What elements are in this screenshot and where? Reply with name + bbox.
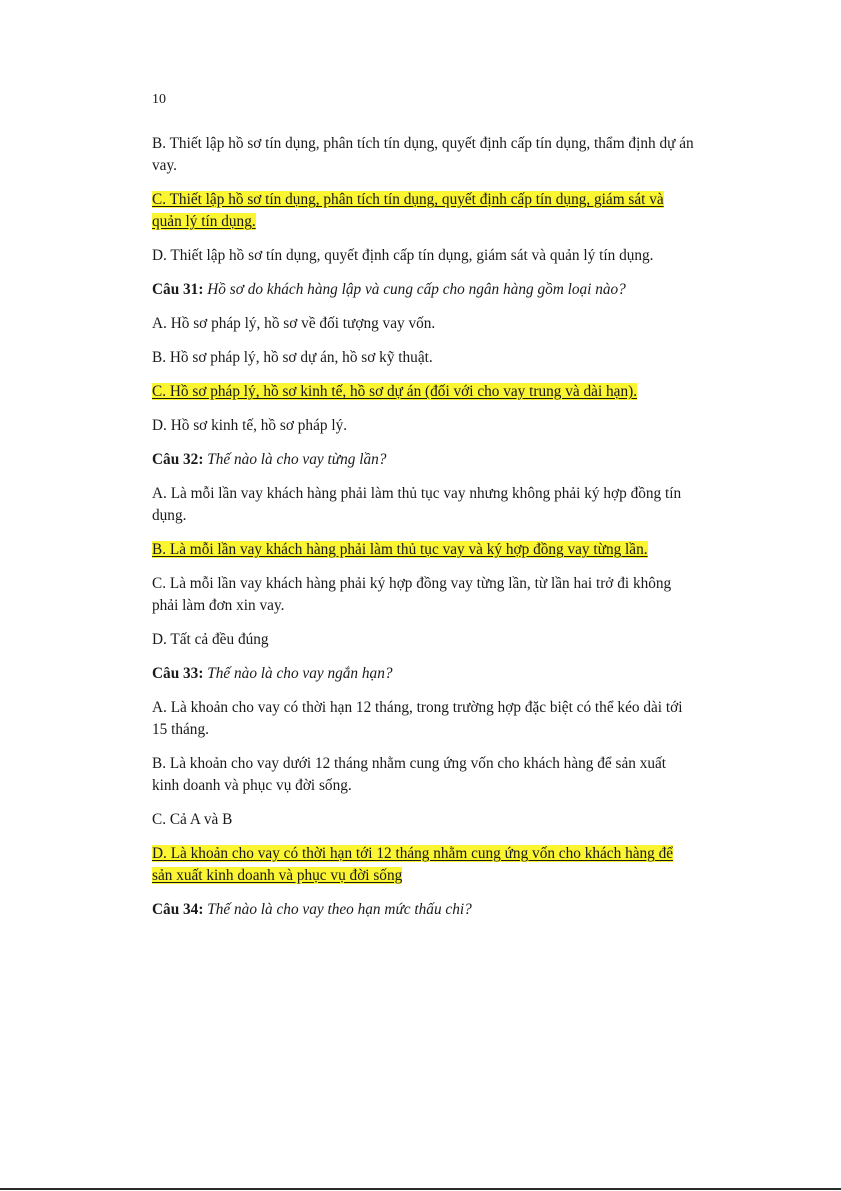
answer-option <box>152 697 697 741</box>
option-text: B. Thiết lập hồ sơ tín dụng, phân tích tín dụng, quyết định cấp tín dụng, thẩm định dự án vay. <box>152 135 694 174</box>
answer-option <box>152 809 697 831</box>
answer-option <box>152 133 697 177</box>
answer-option-correct <box>152 843 697 887</box>
question-number: Câu 33: <box>152 665 204 682</box>
option-text: B. Là khoản cho vay dưới 12 tháng nhằm cung ứng vốn cho khách hàng để sản xuất kinh doanh và phục vụ đời sống. <box>152 755 667 794</box>
option-text: D. Thiết lập hồ sơ tín dụng, quyết định cấp tín dụng, giám sát và quản lý tín dụng. <box>152 247 654 264</box>
highlighted-option-text: D. Là khoản cho vay có thời hạn tới 12 tháng nhằm cung ứng vốn cho khách hàng để sản xuất kinh doanh và phục vụ đời sống <box>152 845 674 884</box>
question <box>152 279 697 301</box>
answer-option <box>152 573 697 617</box>
question-text: Thế nào là cho vay ngắn hạn? <box>207 665 393 682</box>
document-body <box>152 133 697 933</box>
question <box>152 899 697 921</box>
question-text: Thế nào là cho vay từng lần? <box>207 451 387 468</box>
answer-option <box>152 245 697 267</box>
answer-option <box>152 483 697 527</box>
answer-option-correct <box>152 539 697 561</box>
option-text: B. Hồ sơ pháp lý, hồ sơ dự án, hồ sơ kỹ thuật. <box>152 349 433 366</box>
highlighted-option-text: C. Hồ sơ pháp lý, hồ sơ kinh tế, hồ sơ dự án (đối với cho vay trung và dài hạn). <box>152 383 638 400</box>
page-number: 10 <box>152 92 166 107</box>
answer-option <box>152 347 697 369</box>
option-text: A. Hồ sơ pháp lý, hồ sơ về đối tượng vay vốn. <box>152 315 436 332</box>
option-text: C. Cả A và B <box>152 811 233 828</box>
answer-option <box>152 753 697 797</box>
answer-option-correct <box>152 381 697 403</box>
answer-option-correct <box>152 189 697 233</box>
option-text: A. Là mỗi lần vay khách hàng phải làm thủ tục vay nhưng không phải ký hợp đồng tín dụng. <box>152 485 682 524</box>
answer-option <box>152 415 697 437</box>
answer-option <box>152 313 697 335</box>
page-bottom-border <box>0 1188 841 1190</box>
question-text: Hồ sơ do khách hàng lập và cung cấp cho ngân hàng gồm loại nào? <box>207 281 626 298</box>
option-text: A. Là khoản cho vay có thời hạn 12 tháng, trong trường hợp đặc biệt có thể kéo dài tới 15 tháng. <box>152 699 683 738</box>
option-text: C. Là mỗi lần vay khách hàng phải ký hợp đồng vay từng lần, từ lần hai trở đi không phải làm đơn xin vay. <box>152 575 672 614</box>
option-text: D. Hồ sơ kinh tế, hồ sơ pháp lý. <box>152 417 348 434</box>
answer-option <box>152 629 697 651</box>
question-number: Câu 34: <box>152 901 204 918</box>
question <box>152 663 697 685</box>
question-number: Câu 32: <box>152 451 204 468</box>
question-text: Thế nào là cho vay theo hạn mức thấu chi? <box>207 901 472 918</box>
option-text: D. Tất cả đều đúng <box>152 631 269 648</box>
highlighted-option-text: C. Thiết lập hồ sơ tín dụng, phân tích tín dụng, quyết định cấp tín dụng, giám sát và quản lý tín dụng. <box>152 191 664 230</box>
highlighted-option-text: B. Là mỗi lần vay khách hàng phải làm thủ tục vay và ký hợp đồng vay từng lần. <box>152 541 648 558</box>
question-number: Câu 31: <box>152 281 204 298</box>
question <box>152 449 697 471</box>
